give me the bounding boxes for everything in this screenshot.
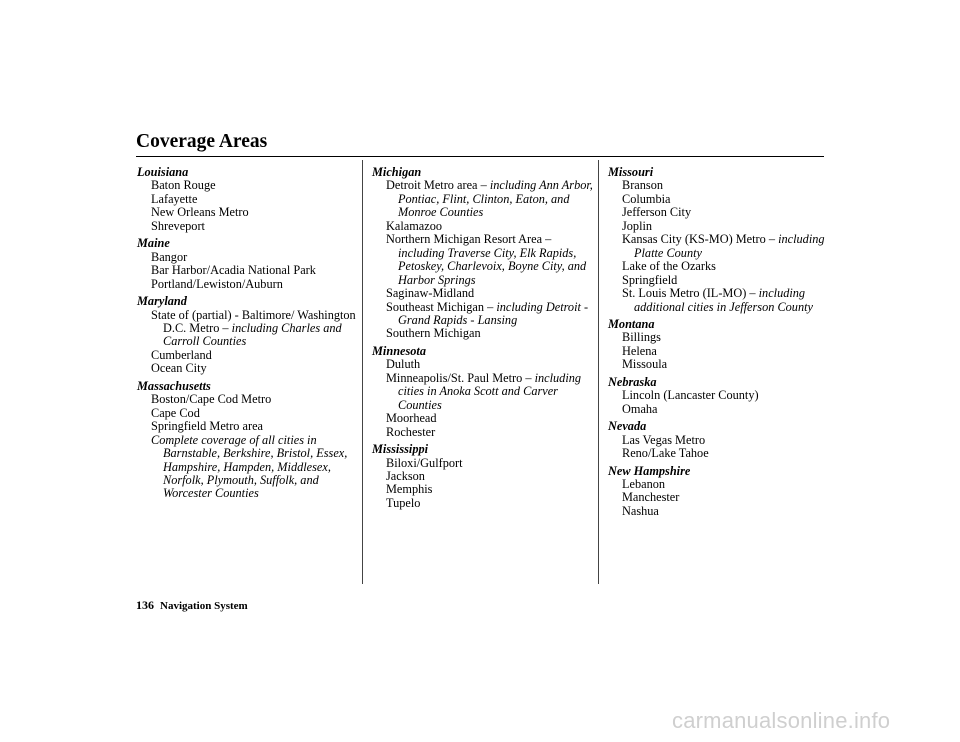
coverage-entry [608, 206, 830, 219]
state-heading: Michigan [372, 165, 422, 179]
coverage-entry [608, 505, 830, 518]
entry-text: Cumberland [151, 347, 212, 362]
entry-text: Helena [622, 343, 657, 358]
entry-text: Lincoln (Lancaster County) [622, 388, 759, 403]
coverage-entry [608, 331, 830, 344]
state-heading: Minnesota [372, 343, 426, 358]
coverage-entry [372, 220, 594, 233]
entry-text: Saginaw-Midland [386, 286, 475, 301]
coverage-entry [608, 287, 830, 314]
entry-text: Biloxi/Gulfport [386, 455, 463, 470]
coverage-entry [137, 264, 359, 277]
entry-text: Joplin [622, 218, 653, 233]
entry-text: State of (partial) - Baltimore/ Washington D.C. Metro – [151, 307, 356, 335]
coverage-entry [608, 345, 830, 358]
entry-text: Springfield Metro area [151, 419, 263, 434]
entry-text: Nashua [622, 503, 659, 518]
column-divider-2 [598, 160, 599, 584]
entry-text: Lebanon [622, 476, 666, 491]
coverage-entry [372, 470, 594, 483]
entry-text: Missoula [622, 357, 668, 372]
entry-text: Branson [622, 178, 663, 193]
coverage-entry [608, 233, 830, 260]
coverage-column-2 [372, 166, 594, 510]
entry-text: Kansas City (KS-MO) Metro – [622, 232, 779, 247]
section-label: Navigation System [160, 600, 248, 612]
entry-text: Tupelo [386, 495, 421, 510]
coverage-entry [608, 403, 830, 416]
coverage-entry [137, 278, 359, 291]
coverage-entry [137, 407, 359, 420]
entry-text: Reno/Lake Tahoe [622, 446, 709, 461]
watermark: carmanualsonline.info [672, 708, 891, 733]
entry-text: Bar Harbor/Acadia National Park [151, 263, 316, 278]
entry-text: St. Louis Metro (IL-MO) – [622, 286, 759, 301]
coverage-entry [372, 426, 594, 439]
coverage-entry [608, 389, 830, 402]
entry-text: Jackson [386, 468, 425, 483]
coverage-entry [137, 309, 359, 349]
entry-text: Las Vegas Metro [622, 432, 706, 447]
coverage-entry [372, 301, 594, 328]
entry-text: Portland/Lewiston/Auburn [151, 276, 283, 291]
entry-text: Lake of the Ozarks [622, 259, 716, 274]
entry-note: including Ann Arbor, Pontiac, Flint, Clinton, Eaton, and Monroe Counties [398, 178, 593, 220]
entry-note: including Charles and Carroll Counties [163, 320, 342, 349]
coverage-entry [608, 478, 830, 491]
coverage-entry [372, 179, 594, 219]
entry-text: Minneapolis/St. Paul Metro – [386, 370, 535, 385]
coverage-entry [137, 434, 359, 501]
state-heading: Louisiana [137, 165, 189, 179]
coverage-entry [372, 412, 594, 425]
coverage-entry [608, 358, 830, 371]
coverage-entry [137, 362, 359, 375]
coverage-entry [372, 358, 594, 371]
entry-text: Kalamazoo [386, 218, 442, 233]
state-heading: Massachusetts [137, 378, 211, 393]
entry-text: Detroit Metro area – [386, 178, 490, 193]
page-footer [136, 598, 248, 613]
state-heading: New Hampshire [608, 463, 691, 478]
state-heading: Montana [608, 316, 655, 331]
entry-text: Northern Michigan Resort Area – [386, 232, 552, 247]
page-number: 136 [136, 598, 154, 612]
coverage-entry [608, 434, 830, 447]
state-heading: Nebraska [608, 374, 657, 389]
entry-note: Complete coverage of all cities in Barnstable, Berkshire, Bristol, Essex, Hampshire, Hampden, Middlesex, Norfolk, Plymouth, Suffolk, and Worcester Counties [151, 432, 348, 501]
coverage-entry [137, 251, 359, 264]
entry-text: Cape Cod [151, 405, 200, 420]
coverage-column-1 [137, 166, 359, 501]
entry-text: Memphis [386, 482, 433, 497]
entry-note: including cities in Anoka Scott and Carver Counties [398, 370, 582, 412]
coverage-entry [608, 220, 830, 233]
entry-text: Baton Rouge [151, 178, 216, 193]
coverage-entry [137, 206, 359, 219]
state-heading: Maryland [137, 294, 187, 309]
entry-text: Omaha [622, 401, 658, 416]
coverage-entry [608, 274, 830, 287]
entry-text: Moorhead [386, 411, 437, 426]
entry-text: Southern Michigan [386, 326, 481, 341]
entry-text: Duluth [386, 357, 421, 372]
entry-note: including additional cities in Jefferson County [634, 286, 813, 314]
coverage-entry [372, 457, 594, 470]
coverage-entry [137, 393, 359, 406]
entry-text: Billings [622, 330, 661, 345]
coverage-entry [372, 497, 594, 510]
entry-text: Boston/Cape Cod Metro [151, 392, 272, 407]
coverage-entry [372, 233, 594, 287]
entry-text: New Orleans Metro [151, 205, 249, 220]
coverage-entry [372, 372, 594, 412]
coverage-entry [372, 327, 594, 340]
title-rule [136, 156, 824, 157]
entry-note: including Platte County [634, 232, 825, 260]
coverage-entry [608, 260, 830, 273]
entry-text: Lafayette [151, 191, 198, 206]
column-divider-1 [362, 160, 363, 584]
entry-note: including Traverse City, Elk Rapids, Petoskey, Charlevoix, Boyne City, and Harbor Springs [398, 245, 587, 287]
coverage-entry [137, 420, 359, 433]
coverage-entry [608, 447, 830, 460]
state-heading: Mississippi [372, 442, 429, 457]
entry-text: Manchester [622, 490, 680, 505]
coverage-entry [137, 220, 359, 233]
coverage-entry [608, 179, 830, 192]
entry-text: Columbia [622, 191, 671, 206]
entry-text: Ocean City [151, 361, 207, 376]
coverage-entry [372, 483, 594, 496]
state-heading: Nevada [608, 419, 647, 434]
page-title: Coverage Areas [136, 131, 268, 152]
coverage-column-3 [608, 166, 830, 518]
coverage-entry [137, 179, 359, 192]
entry-text: Southeast Michigan – [386, 299, 497, 314]
entry-text: Springfield [622, 272, 678, 287]
entry-text: Shreveport [151, 218, 205, 233]
coverage-entry [137, 193, 359, 206]
coverage-entry [137, 349, 359, 362]
entry-text: Bangor [151, 249, 188, 264]
coverage-entry [608, 193, 830, 206]
state-heading: Maine [137, 236, 170, 251]
entry-text: Jefferson City [622, 205, 692, 220]
coverage-entry [608, 491, 830, 504]
entry-note: including Detroit - Grand Rapids - Lansing [398, 299, 589, 327]
entry-text: Rochester [386, 424, 436, 439]
state-heading: Missouri [608, 165, 654, 179]
coverage-entry [372, 287, 594, 300]
